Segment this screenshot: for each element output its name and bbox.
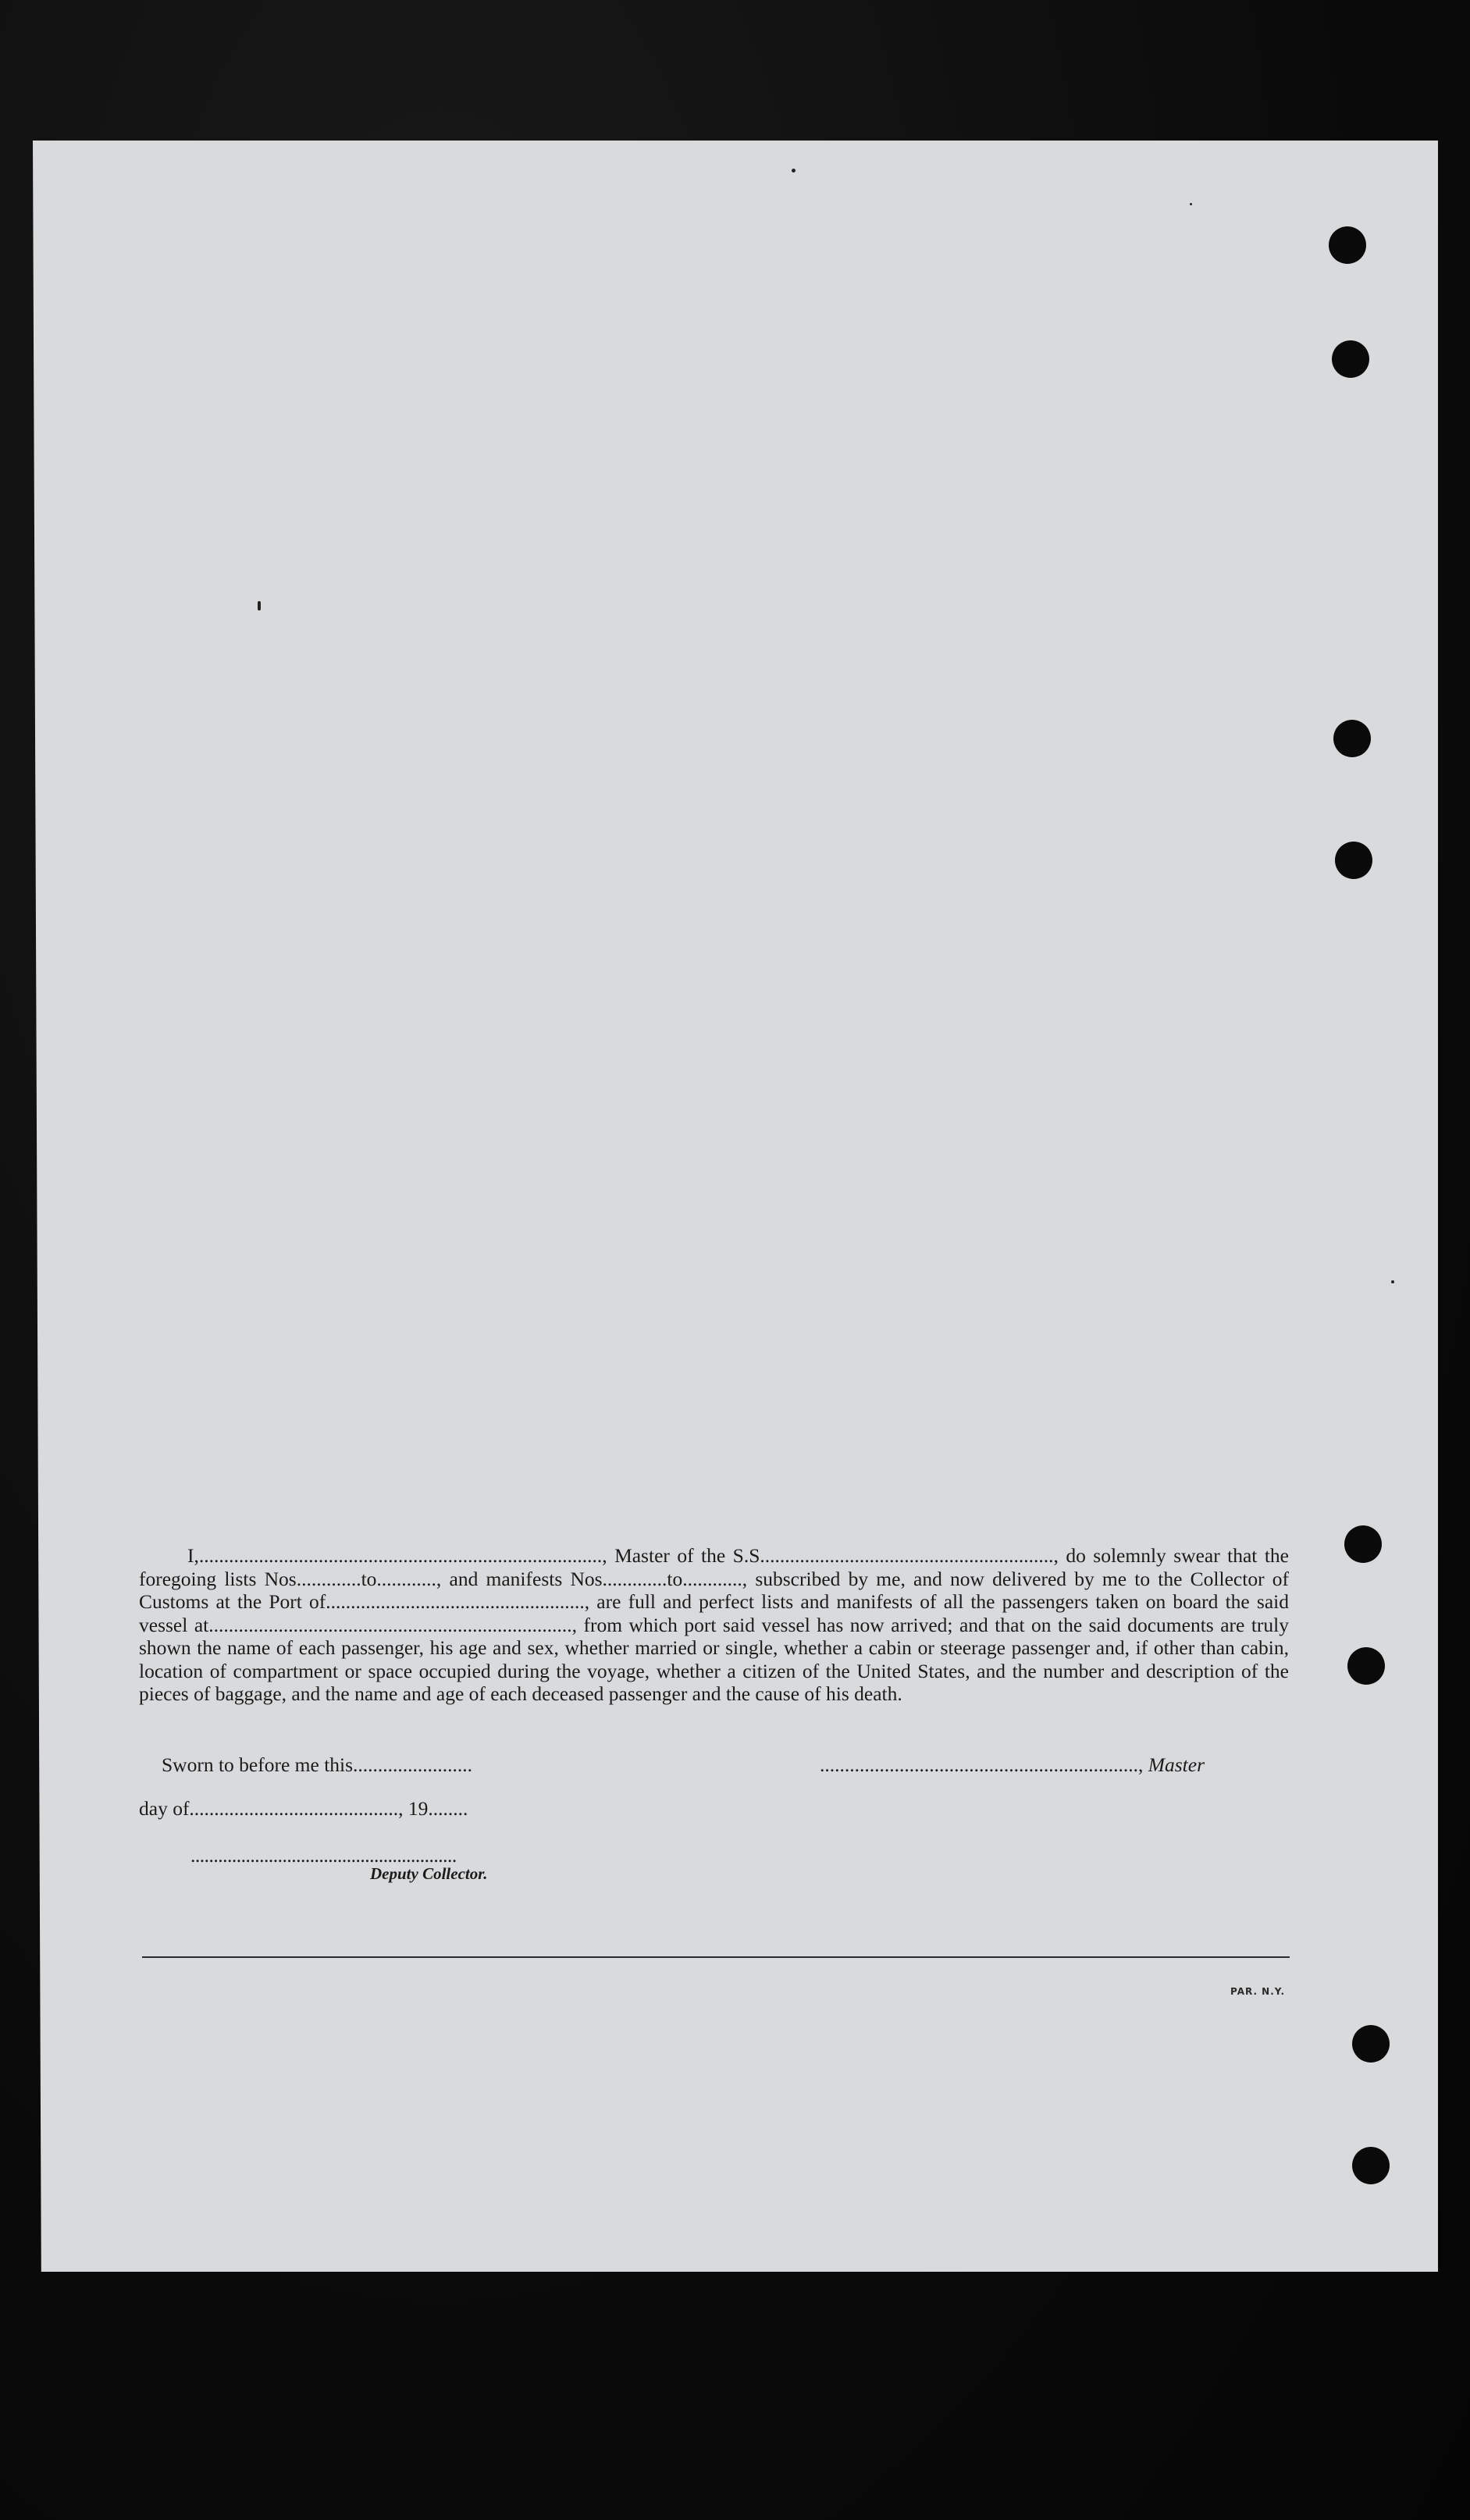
- form-code: PAR. N.Y.: [1230, 1986, 1286, 1997]
- sworn-before-line: Sworn to before me this........................: [162, 1753, 473, 1776]
- day-of-line: day of.........................................., 19........: [139, 1797, 468, 1820]
- deputy-collector-label: Deputy Collector.: [370, 1864, 488, 1883]
- punch-hole: [1347, 1647, 1385, 1685]
- punch-hole: [1352, 2147, 1390, 2184]
- master-signature-dots: ................................................................,: [820, 1753, 1148, 1776]
- punch-hole: [1352, 2025, 1390, 2063]
- punch-hole: [1332, 340, 1369, 378]
- deputy-signature-dots: ..........................................................: [190, 1844, 457, 1867]
- master-oath-paragraph: I,................................................................................., Master of the S.S..........................................................., do solemnly swear that the foregoing lists Nos.............to............, and manifests Nos.............to............, subscribed by me, and now delivered by me to the Collector of Customs at the Port of...................................................., are full and perfect lists and manifests of all the passengers taken on board the said vessel at........................................................................., from which port said vessel has now arrived; and that on the said documents are truly shown the name of each passenger, his age and sex, whether married or single, whether a cabin or steerage passenger and, if other than cabin, location of compartment or space occupied during the voyage, whether a citizen of the United States, and the number and description of the pieces of baggage, and the name and age of each deceased passenger and the cause of his death.: [139, 1544, 1289, 1705]
- punch-hole: [1329, 226, 1366, 264]
- punch-hole: [1333, 720, 1371, 757]
- scan-speck: [1391, 1280, 1394, 1283]
- manifest-back-page: [33, 141, 1438, 2272]
- master-label: Master: [1148, 1753, 1205, 1776]
- scan-speck: [258, 601, 261, 610]
- bottom-rule: [142, 1956, 1290, 1958]
- scan-speck: [1190, 203, 1192, 205]
- punch-hole: [1335, 842, 1372, 879]
- scan-speck: [792, 169, 796, 173]
- master-signature-line: [820, 1753, 1205, 1777]
- punch-hole: [1344, 1525, 1382, 1563]
